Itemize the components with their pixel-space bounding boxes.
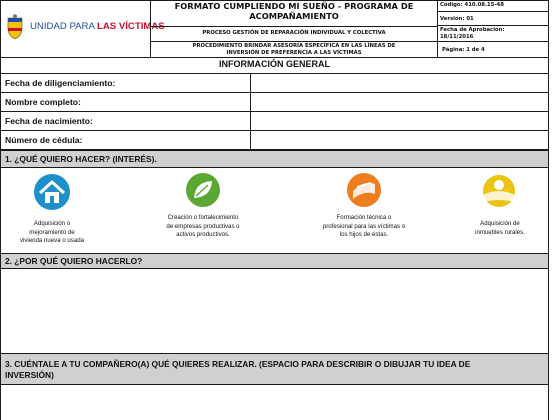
option-rural-property[interactable] — [462, 172, 538, 250]
house-icon — [32, 172, 72, 212]
field-label-birth-date: Fecha de nacimiento: — [0, 111, 251, 131]
option-education-caption — [306, 214, 422, 240]
section1-title: 1. ¿QUÉ QUIERO HACER? (INTERÉS). — [0, 150, 549, 168]
option-business-caption — [148, 214, 258, 240]
code-label: Código: 410.08.15-48 — [440, 2, 504, 8]
field-input-id-number[interactable] — [250, 130, 549, 150]
section3-title-line1: 3. CUÉNTALE A TU COMPAÑERO(A) QUÉ QUIERES REALIZAR. (ESPACIO PARA DESCRIBIR O DIBUJAR TU IDEA DE — [5, 359, 471, 369]
form-title-line2: ACOMPAÑAMIENTO — [249, 11, 339, 21]
option-housing-line1: Adquisición o — [33, 220, 71, 227]
field-label-date-filled: Fecha de diligenciamiento: — [0, 73, 251, 93]
graduation-icon — [346, 172, 382, 208]
option-rural-line2: inmuebles rurales. — [475, 228, 525, 236]
section2-title: 2. ¿POR QUÉ QUIERO HACERLO? — [0, 253, 549, 269]
procedure-label — [150, 43, 438, 56]
field-input-full-name[interactable] — [250, 92, 549, 112]
option-housing-line3: vivienda nueva o usada — [19, 237, 85, 245]
sun-field-icon — [480, 174, 518, 208]
info-title: INFORMACIÓN GENERAL — [219, 59, 330, 69]
procedure-line2: INVERSIÓN DE PREFERENCIA A LAS VÍCTIMAS — [226, 49, 362, 56]
section3-title-line2: INVERSIÓN) — [5, 370, 54, 380]
leaf-icon — [185, 172, 221, 208]
option-housing-line2: mejoramiento de — [29, 228, 75, 236]
option-education[interactable] — [306, 172, 422, 250]
page-label: Página: 1 de 4 — [442, 47, 485, 53]
logo — [6, 14, 165, 44]
option-housing[interactable] — [8, 172, 96, 250]
procedure-line1: PROCEDIMIENTO BRINDAR ASESORÍA ESPECÍFICA EN LAS LÍNEAS DE — [192, 43, 396, 49]
logo-text — [30, 21, 165, 32]
version-label: Versión: 01 — [440, 16, 474, 22]
form-title-line1: FORMATO CUMPLIENDO MI SUEÑO - PROGRAMA DE — [174, 1, 414, 11]
option-rural-caption — [462, 220, 538, 237]
option-rural-line1: Adquisición de — [480, 220, 520, 227]
field-label-full-name: Nombre completo: — [0, 92, 251, 112]
approval-date: 18/11/2016 — [440, 33, 474, 40]
section3-answer-area[interactable] — [0, 384, 549, 420]
option-business-line1: Creación o fortalecimiento — [167, 214, 239, 221]
coat-of-arms-icon — [6, 14, 24, 40]
field-label-id-number: Número de cédula: — [0, 130, 251, 150]
approval-label-text: Fecha de Aprobación: — [440, 27, 505, 33]
option-housing-caption — [8, 220, 96, 246]
approval-label — [440, 27, 505, 41]
logo-text-a: UNIDAD PARA — [30, 21, 97, 32]
process-label: PROCESO GESTIÓN DE REPARACIÓN INDIVIDUAL Y COLECTIVA — [202, 30, 386, 36]
option-education-line2: profesional para las víctimas o — [322, 222, 406, 230]
section3-title — [0, 353, 549, 385]
form-title — [150, 1, 438, 21]
logo-text-b: LAS VÍCTIMAS — [97, 21, 165, 32]
option-business[interactable] — [148, 172, 258, 250]
option-business-line3: activos productivos. — [176, 231, 230, 239]
field-input-birth-date[interactable] — [250, 111, 549, 131]
field-input-date-filled[interactable] — [250, 73, 549, 93]
option-business-line2: de empresas productivas o — [166, 222, 240, 230]
option-education-line3: los hijos de éstas. — [339, 231, 389, 239]
option-education-line1: Formación técnica o — [336, 214, 392, 221]
section2-answer-area[interactable] — [0, 268, 549, 354]
